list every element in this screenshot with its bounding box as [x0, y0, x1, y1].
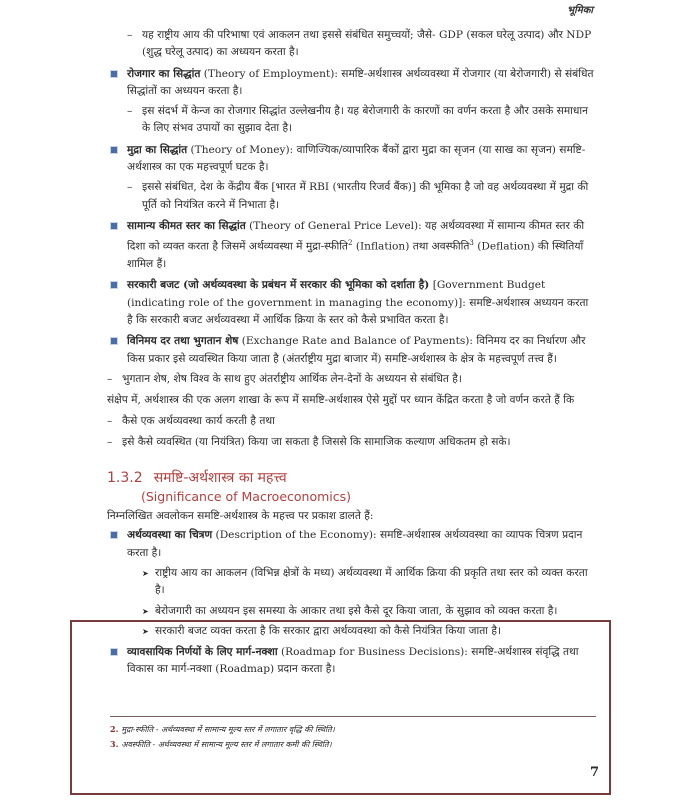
item-text: (Roadmap for Business Decisions): समष्टि-अर्थशास्त्र संवृद्धि तथा विकास का मार्ग-नक्शा (Roadmap) प्रदान करता है। [127, 646, 579, 676]
item-text: (Description of the Economy): समष्टि-अर्थशास्त्र अर्थव्यवस्था का व्यापक चित्रण प्रदान करता है। [127, 529, 583, 559]
summary-point [107, 434, 595, 451]
arrow-bullet-icon: ➤ [142, 606, 149, 616]
item-term: रोजगार का सिद्धांत [127, 67, 201, 80]
footnotes [110, 722, 600, 752]
section-title-english: (Significance of Macroeconomics) [141, 489, 352, 505]
square-bullet-icon [111, 649, 117, 655]
list-item-budget [107, 277, 595, 329]
page-number: 7 [590, 765, 600, 780]
arrow-bullet-icon: ➤ [142, 626, 149, 636]
dash-icon: – [107, 435, 113, 448]
square-bullet-icon [111, 147, 117, 153]
arrow-point [107, 565, 595, 600]
footnote-ref[interactable]: 2 [347, 239, 353, 248]
sub-item-text: इससे संबंधित, देश के केंद्रीय बैंक [भारत में RBI (भारतीय रिजर्व बैंक)] की भूमिका है जो वह अर्थव्यवस्था में मुद्रा की पूर्ति को नियंत्रित करने में निभाता है। [142, 181, 589, 211]
item-text: (Deflation) की स्थितियाँ शामिल हैं। [127, 240, 584, 271]
footnote-divider [110, 716, 596, 717]
square-bullet-icon [111, 282, 117, 288]
dash-icon: – [127, 105, 133, 118]
footnote [110, 722, 600, 737]
footnote [110, 737, 600, 752]
dash-icon: – [127, 29, 133, 41]
footnote-number: 3. [110, 739, 119, 749]
intro-dash-item [107, 27, 595, 62]
list-item-roadmap [107, 644, 595, 679]
arrow-point [107, 603, 595, 620]
arrow-point [107, 623, 595, 640]
square-bullet-icon [111, 338, 117, 344]
sub-item [107, 103, 595, 138]
summary-point-text: इसे कैसे व्यवस्थित (या नियंत्रित) किया जा सकता है जिससे कि सामाजिक कल्याण अधिकतम हो सके। [122, 435, 511, 448]
item-term: विनिमय दर तथा भुगतान शेष [127, 335, 239, 348]
page-content [107, 24, 595, 679]
footnote-ref[interactable]: 3 [469, 239, 474, 248]
list-item-employment [107, 66, 595, 101]
item-text: [Government Budget (indicating role of the government in managing the economy)]: समष्टि-अर्थशास्त्र अध्ययन करता है कि सरकारी बजट अर्थव्यवस्था में आर्थिक क्रिया के स्तर को कैसे प्रभावित करता है। [127, 279, 589, 326]
dash-icon: – [107, 415, 113, 428]
footnote-text: अवस्फीति - अर्थव्यवस्था में सामान्य मूल्य स्तर में लगातार कमी की स्थिति। [121, 740, 332, 749]
section-heading [107, 467, 595, 504]
item-text: (Theory of Money): वाणिज्यिक/व्यापारिक बैंकों द्वारा मुद्रा का सृजन (या साख का सृजन) समष्टि-अर्थशास्त्र का एक महत्त्वपूर्ण घटक है। [127, 143, 586, 174]
list-item-price-level [107, 218, 595, 273]
arrow-point-text: राष्ट्रीय आय का आकलन (विभिन्न क्षेत्रों के मध्य) अर्थव्यवस्था में आर्थिक क्रिया की प्रकृति तथा स्तर को व्यक्त करता है। [155, 566, 588, 597]
item-term: व्यावसायिक निर्णयों के लिए मार्ग-नक्शा [127, 646, 278, 659]
sub-item-text: भुगतान शेष, शेष विश्व के साथ हुए अंतर्राष्ट्रीय आर्थिक लेन-देनों के अध्ययन से संबंधित है। [122, 372, 462, 385]
item-term: अर्थव्यवस्था का चित्रण [127, 529, 213, 542]
item-text: (Theory of General Price Level): यह अर्थव्यवस्था में सामान्य कीमत स्तर की दिशा को व्यक्त करता है जिसमें अर्थव्यवस्था में मुद्रा-स्फीति [127, 219, 585, 253]
arrow-point-text: सरकारी बजट व्यक्त करता है कि सरकार द्वारा अर्थव्यवस्था को कैसे नियंत्रित किया जाता है। [155, 624, 502, 637]
section-title-hindi: समष्टि-अर्थशास्त्र का महत्त्व [153, 470, 287, 487]
footnote-text: मुद्रा-स्फीति - अर्थव्यवस्था में सामान्य मूल्य स्तर में लगातार वृद्धि की स्थिति। [121, 725, 335, 734]
summary-paragraph: संक्षेप में, अर्थशास्त्र की एक अलग शाखा के रूप में समष्टि-अर्थशास्त्र ऐसे मुद्दों पर ध्यान केंद्रित करता है जो वर्णन करते हैं कि [107, 394, 575, 407]
item-text: (Inflation) तथा अवस्फीति [352, 240, 470, 253]
square-bullet-icon [111, 532, 117, 538]
item-term: सामान्य कीमत स्तर का सिद्धांत [127, 219, 246, 232]
item-text: (Exchange Rate and Balance of Payments): विनिमय दर का निर्धारण और किस प्रकार इसे व्यवस्थित किया जाता है (अंतर्राष्ट्रीय मुद्रा बाजार में) समष्टि-अर्थशास्त्र के क्षेत्र के महत्त्वपूर्ण तत्त्व हैं। [127, 335, 586, 365]
sub-item [107, 179, 595, 214]
item-term: सरकारी बजट (जो अर्थव्यवस्था के प्रबंधन में सरकार की भूमिका को दर्शाता है) [127, 279, 430, 292]
list-item-description-economy [107, 527, 595, 562]
arrow-bullet-icon: ➤ [142, 568, 149, 578]
sub-item [107, 371, 595, 388]
sub-item-text: इस संदर्भ में केन्ज का रोजगार सिद्धांत उल्लेखनीय है। यह बेरोजगारी के कारणों का वर्णन करता है और उसके समाधान के लिए संभव उपायों का सुझाव देता है। [142, 105, 589, 135]
item-term: मुद्रा का सिद्धांत [127, 143, 188, 156]
section-intro: निम्नलिखित अवलोकन समष्टि-अर्थशास्त्र के महत्त्व पर प्रकाश डालते हैं: [107, 510, 374, 523]
square-bullet-icon [111, 71, 117, 77]
section-number: 1.3.2 [107, 470, 143, 487]
item-text: (Theory of Employment): समष्टि-अर्थशास्त्र अर्थव्यवस्था में रोजगार (या बेरोजगारी) से संबंधित सिद्धांतों का अध्ययन करता है। [127, 67, 594, 97]
list-item-exchange-rate [107, 333, 595, 368]
summary-point-text: कैसे एक अर्थव्यवस्था कार्य करती है तथा [122, 415, 275, 428]
list-item-money [107, 142, 595, 177]
arrow-point-text: बेरोजगारी का अध्ययन इस समस्या के आकार तथा इसे कैसे दूर किया जाता, के सुझाव को व्यक्त करता है। [155, 604, 558, 617]
dash-icon: – [127, 181, 133, 194]
dash-icon: – [107, 372, 113, 385]
intro-dash-text: यह राष्ट्रीय आय की परिभाषा एवं आकलन तथा इससे संबंधित समुच्चयों; जैसे- GDP (सकल घरेलू उत्पाद) और NDP (शुद्ध घरेलू उत्पाद) का अध्ययन करता है। [142, 29, 592, 59]
summary-point [107, 413, 595, 430]
square-bullet-icon [111, 223, 117, 229]
running-header: भूमिका [567, 5, 593, 16]
footnote-number: 2. [110, 724, 119, 734]
